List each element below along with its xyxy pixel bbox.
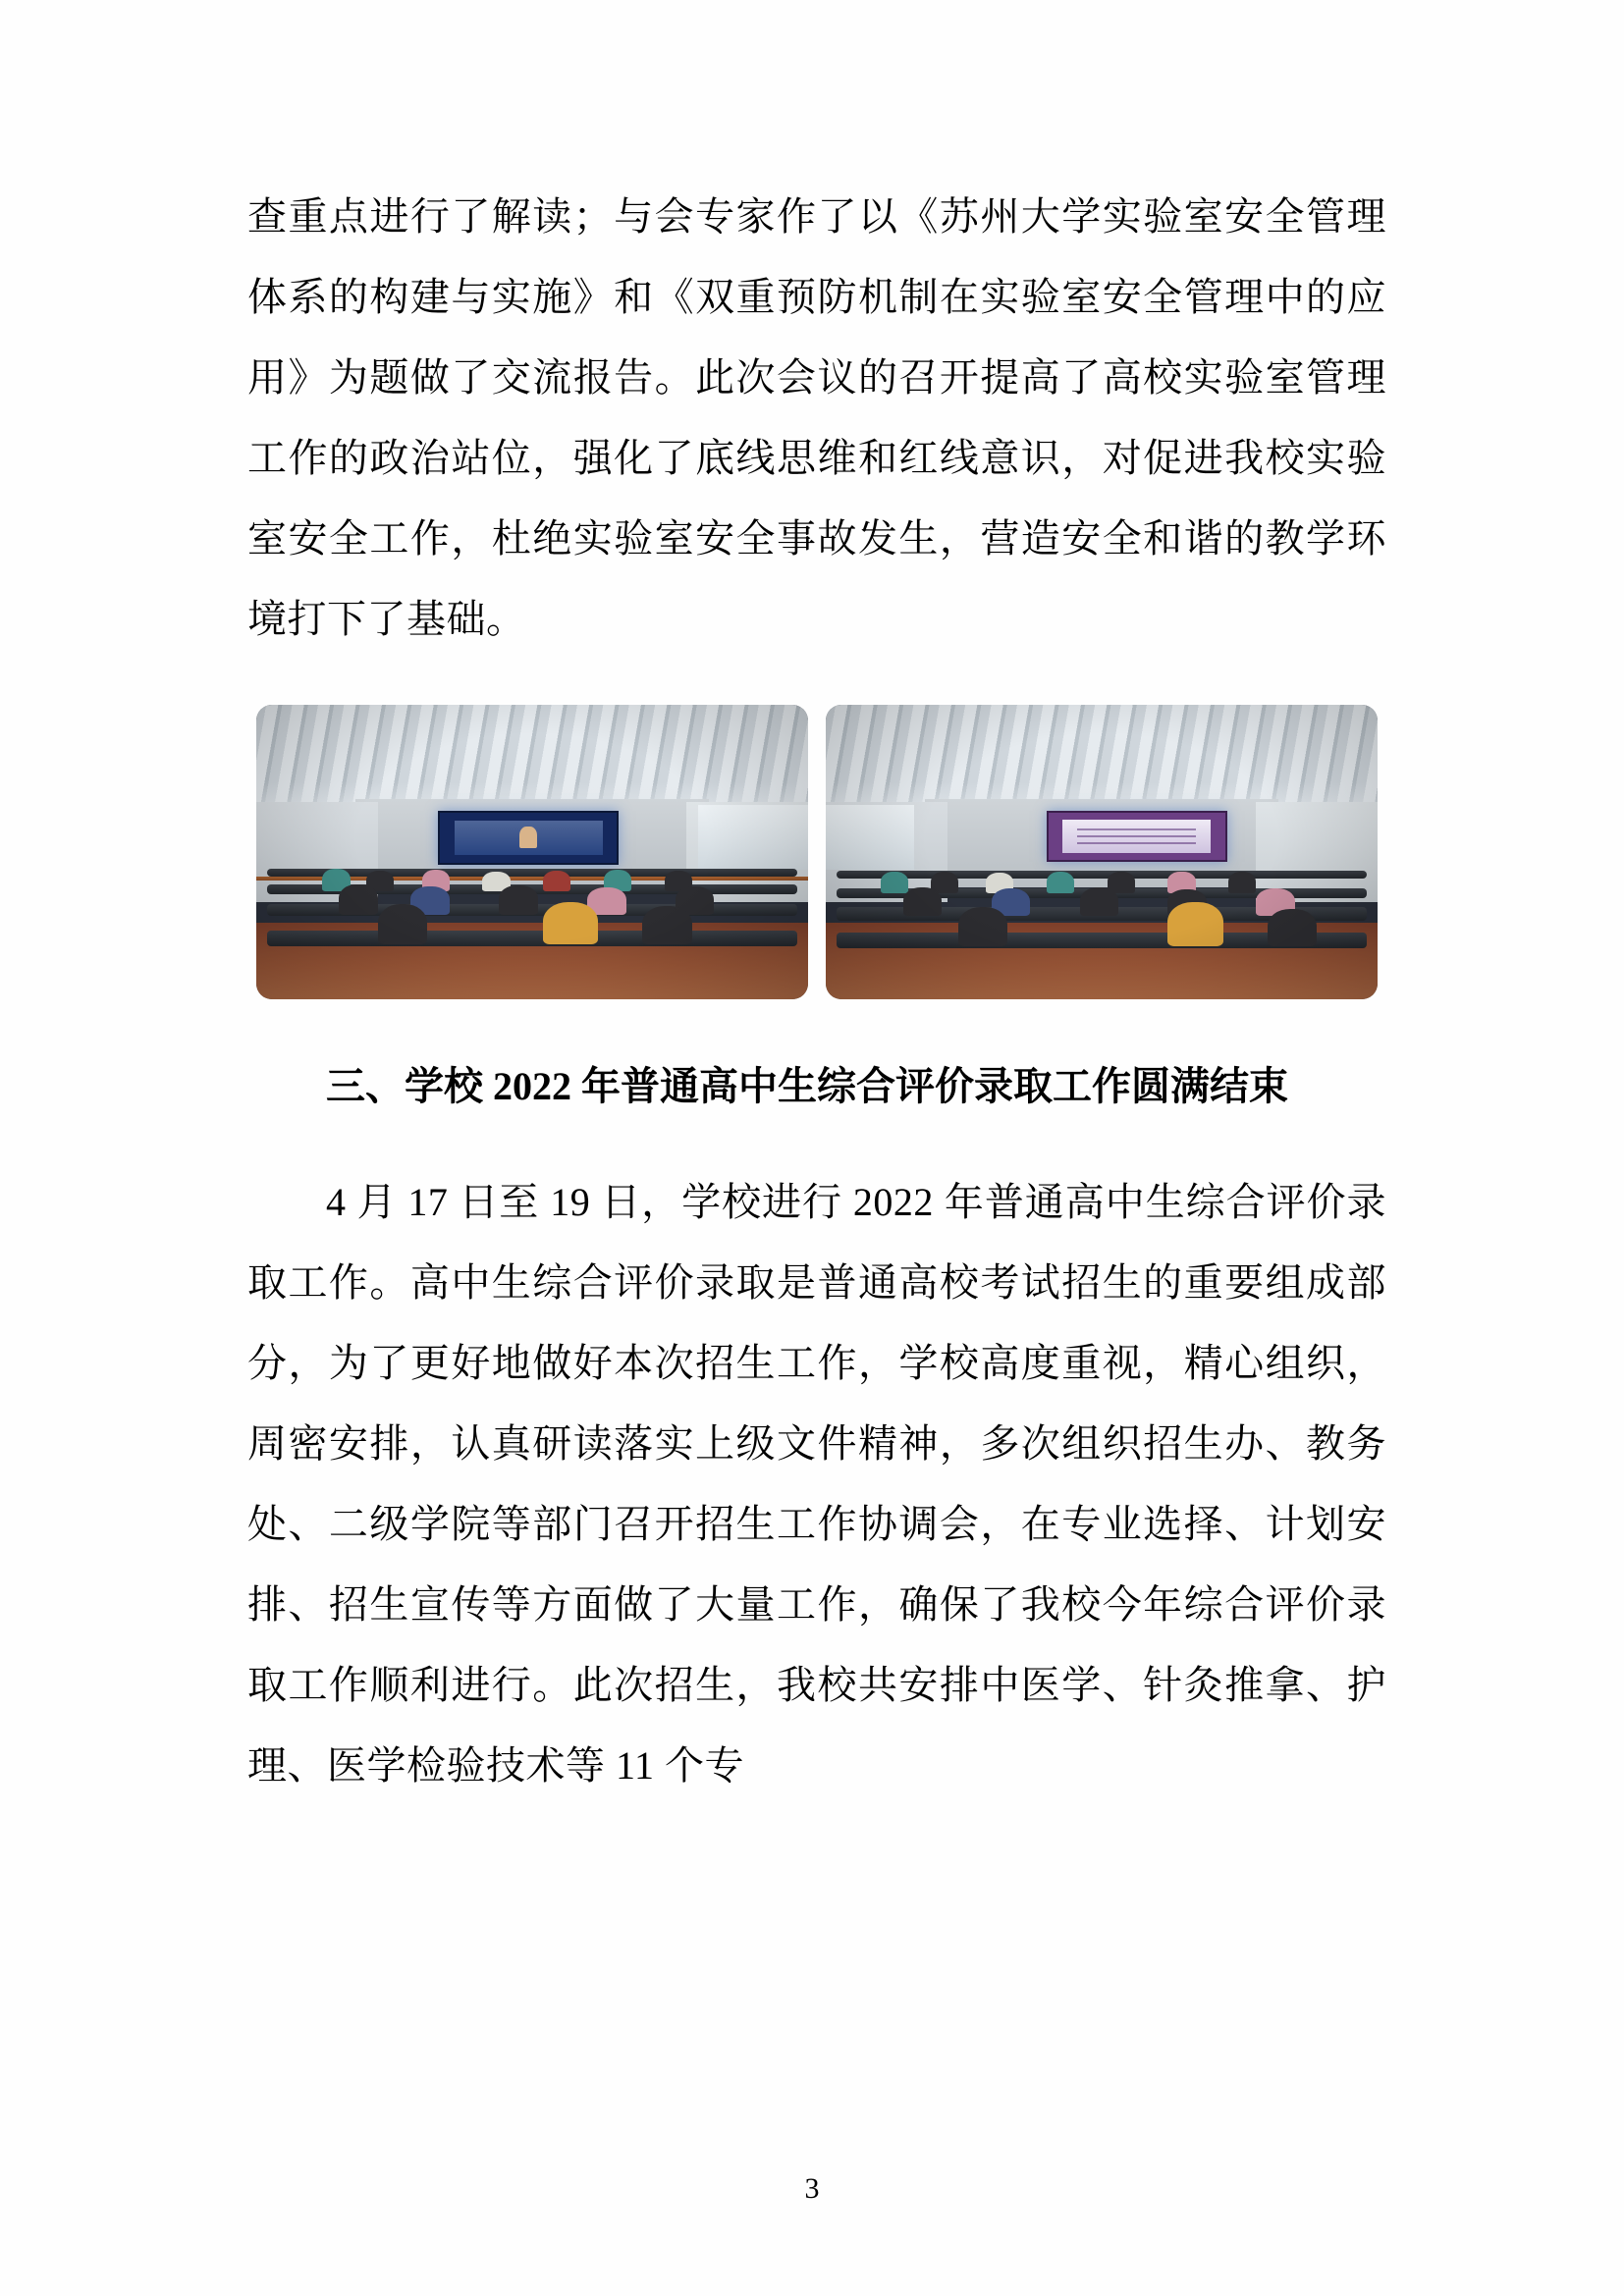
- slide-text-lines: [1077, 828, 1196, 845]
- attendee: [642, 906, 692, 945]
- attendee: [499, 885, 537, 915]
- audience-seating-right: [826, 867, 1378, 955]
- page-content: [247, 177, 1386, 1806]
- attendee: [1080, 887, 1118, 917]
- window-detail: [826, 805, 914, 870]
- attendee: [543, 902, 598, 944]
- paragraph-admission: 4 月 17 日至 19 日，学校进行 2022 年普通高中生综合评价录取工作。高中生综合评价录取是普通高校考试招生的重要组成部分，为了更好地做好本次招生工作，学校高度重视，精心组织，周密安排，认真研读落实上级文件精神，多次组织招生办、教务处、二级学院等部门召开招生工作协调会，在专业选择、计划安排、招生宣传等方面做了大量工作，确保了我校今年综合评价录取工作顺利进行。此次招生，我校共安排中医学、针灸推拿、护理、医学检验技术等 11 个专: [247, 1180, 1386, 1788]
- projection-screen-inner: [1062, 820, 1211, 853]
- projection-screen-purple: [1047, 811, 1227, 862]
- spacer: [247, 1127, 1386, 1162]
- attendee: [881, 872, 908, 893]
- attendee: [903, 887, 942, 917]
- attendee: [958, 907, 1008, 946]
- figure-right-image: [826, 705, 1378, 999]
- attendee: [378, 904, 428, 944]
- attendee: [339, 884, 377, 915]
- paragraph-continued: 查重点进行了解读；与会专家作了以《苏州大学实验室安全管理体系的构建与实施》和《双重预防机制在实验室安全管理中的应用》为题做了交流报告。此次会议的召开提高了高校实验室管理工作的政治站位，强化了底线思维和红线意识，对促进我校实验室安全工作，杜绝实验室安全事故发生，营造安全和谐的教学环境打下了基础。: [247, 194, 1386, 641]
- attendee: [1268, 909, 1318, 946]
- figure-left-image: [256, 705, 808, 999]
- projection-screen-blue: [438, 811, 619, 865]
- page-number: 3: [804, 2172, 820, 2205]
- projection-screen-inner: [455, 821, 603, 856]
- attendee: [1167, 902, 1222, 946]
- spacer: [247, 999, 1386, 1046]
- heading-section-three: 三、学校 2022 年普通高中生综合评价录取工作圆满结束: [326, 1064, 1288, 1108]
- attendee: [1047, 872, 1074, 894]
- attendee: [543, 871, 570, 892]
- audience-seating-left: [256, 867, 808, 955]
- window-detail: [698, 805, 808, 870]
- figure-row: [247, 705, 1386, 999]
- seat-row: [837, 871, 1367, 879]
- speaker-figure-on-screen: [519, 827, 537, 848]
- seat-row: [267, 931, 797, 946]
- attendee: [1228, 872, 1256, 894]
